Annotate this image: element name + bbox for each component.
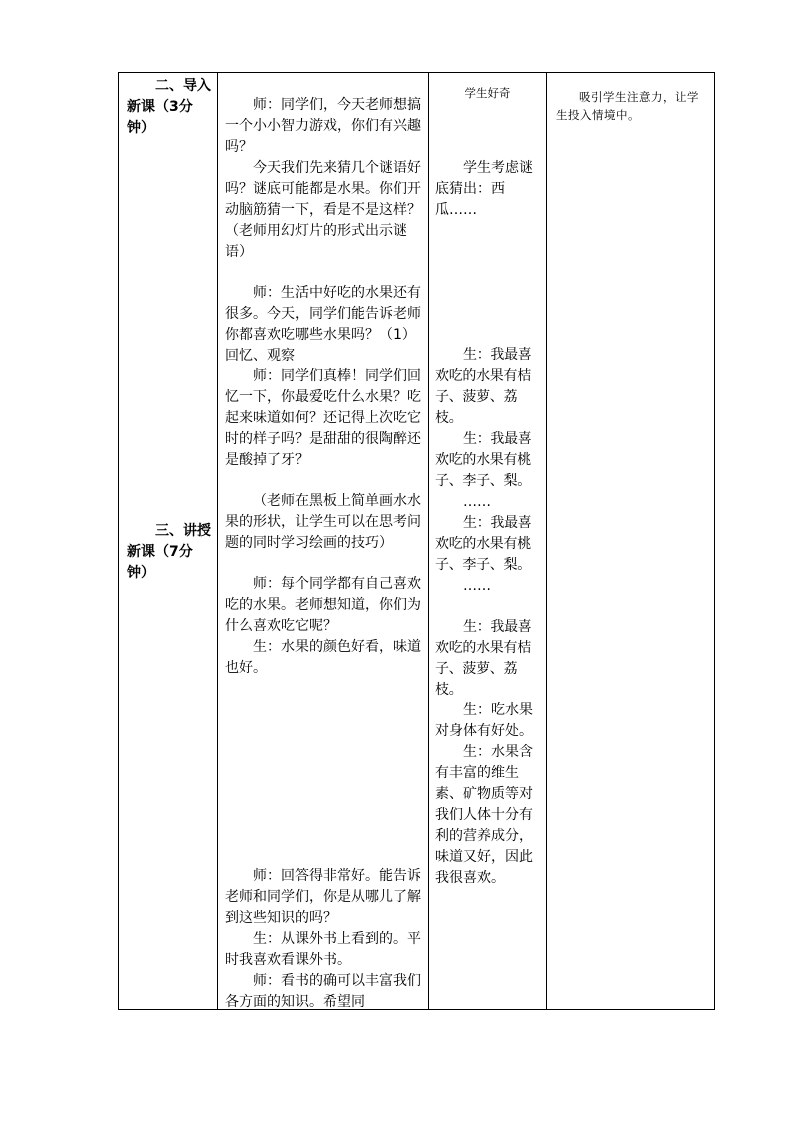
student-ellipsis: …… — [463, 494, 491, 510]
teacher-paragraph: 师：看书的确可以丰富我们各方面的知识。希望同 — [225, 973, 421, 1009]
student-response: 生：我最喜欢吃的水果有桔子、菠萝、荔枝。 — [435, 619, 532, 698]
student-activity-column — [429, 73, 547, 1010]
stage-column — [119, 73, 218, 1010]
design-intent-note: 吸引学生注意力，让学生投入情境中。 — [556, 89, 699, 122]
teacher-paragraph: 今天我们先来猜几个谜语好吗？谜底可能都是水果。你们开动脑筋猜一下，看是不是这样？（老师用幻灯片的形式出示谜语） — [225, 160, 421, 260]
student-response: 生：我最喜欢吃的水果有桃子、李子、梨。 — [435, 515, 532, 573]
stage-intro: 二、导入新课（3分钟） — [127, 78, 211, 136]
student-response: 生：我最喜欢吃的水果有桔子、菠萝、荔枝。 — [435, 347, 532, 426]
table-row — [119, 73, 715, 1010]
student-response: 生：我最喜欢吃的水果有桃子、李子、梨。 — [435, 431, 532, 489]
student-response: 生：吃水果对身体有好处。 — [435, 702, 533, 739]
teacher-paragraph: 师：同学们，今天老师想搞一个小小智力游戏，你们有兴趣吗？ — [225, 97, 421, 155]
teacher-paragraph: 生：水果的颜色好看，味道也好。 — [225, 639, 421, 676]
design-intent-column — [547, 73, 715, 1010]
teacher-activity-column — [218, 73, 429, 1010]
teacher-paragraph: 师：回答得非常好。能告诉老师和同学们，你是从哪儿了解到这些知识的吗？ — [225, 868, 421, 926]
student-response: 学生考虑谜底猜出：西瓜…… — [435, 160, 533, 218]
teacher-paragraph: 师：同学们真棒！同学们回忆一下，你最爱吃什么水果？吃起来味道如何？还记得上次吃它时的样子吗？是甜甜的很陶醉还是酸掉了牙？ — [225, 368, 421, 468]
lesson-plan-table — [118, 72, 715, 1010]
teacher-paragraph: 师：生活中好吃的水果还有很多。今天，同学们能告诉老师你都喜欢吃哪些水果吗？（1）回忆、观察 — [225, 285, 421, 364]
teacher-paragraph: 生：从课外书上看到的。平时我喜欢看课外书。 — [225, 931, 421, 968]
stage-teach: 三、讲授新课（7分钟） — [127, 523, 211, 581]
teacher-paragraph: （老师在黑板上简单画水水果的形状，让学生可以在思考问题的同时学习绘画的技巧） — [225, 493, 421, 551]
student-response: 生：水果含有丰富的维生素、矿物质等对我们人体十分有利的营养成分，味道又好，因此我很喜欢。 — [435, 744, 533, 886]
student-ellipsis: …… — [463, 578, 491, 594]
teacher-paragraph: 师：每个同学都有自己喜欢吃的水果。老师想知道，你们为什么喜欢吃它呢？ — [225, 576, 421, 634]
student-note: 学生好奇 — [464, 86, 511, 100]
